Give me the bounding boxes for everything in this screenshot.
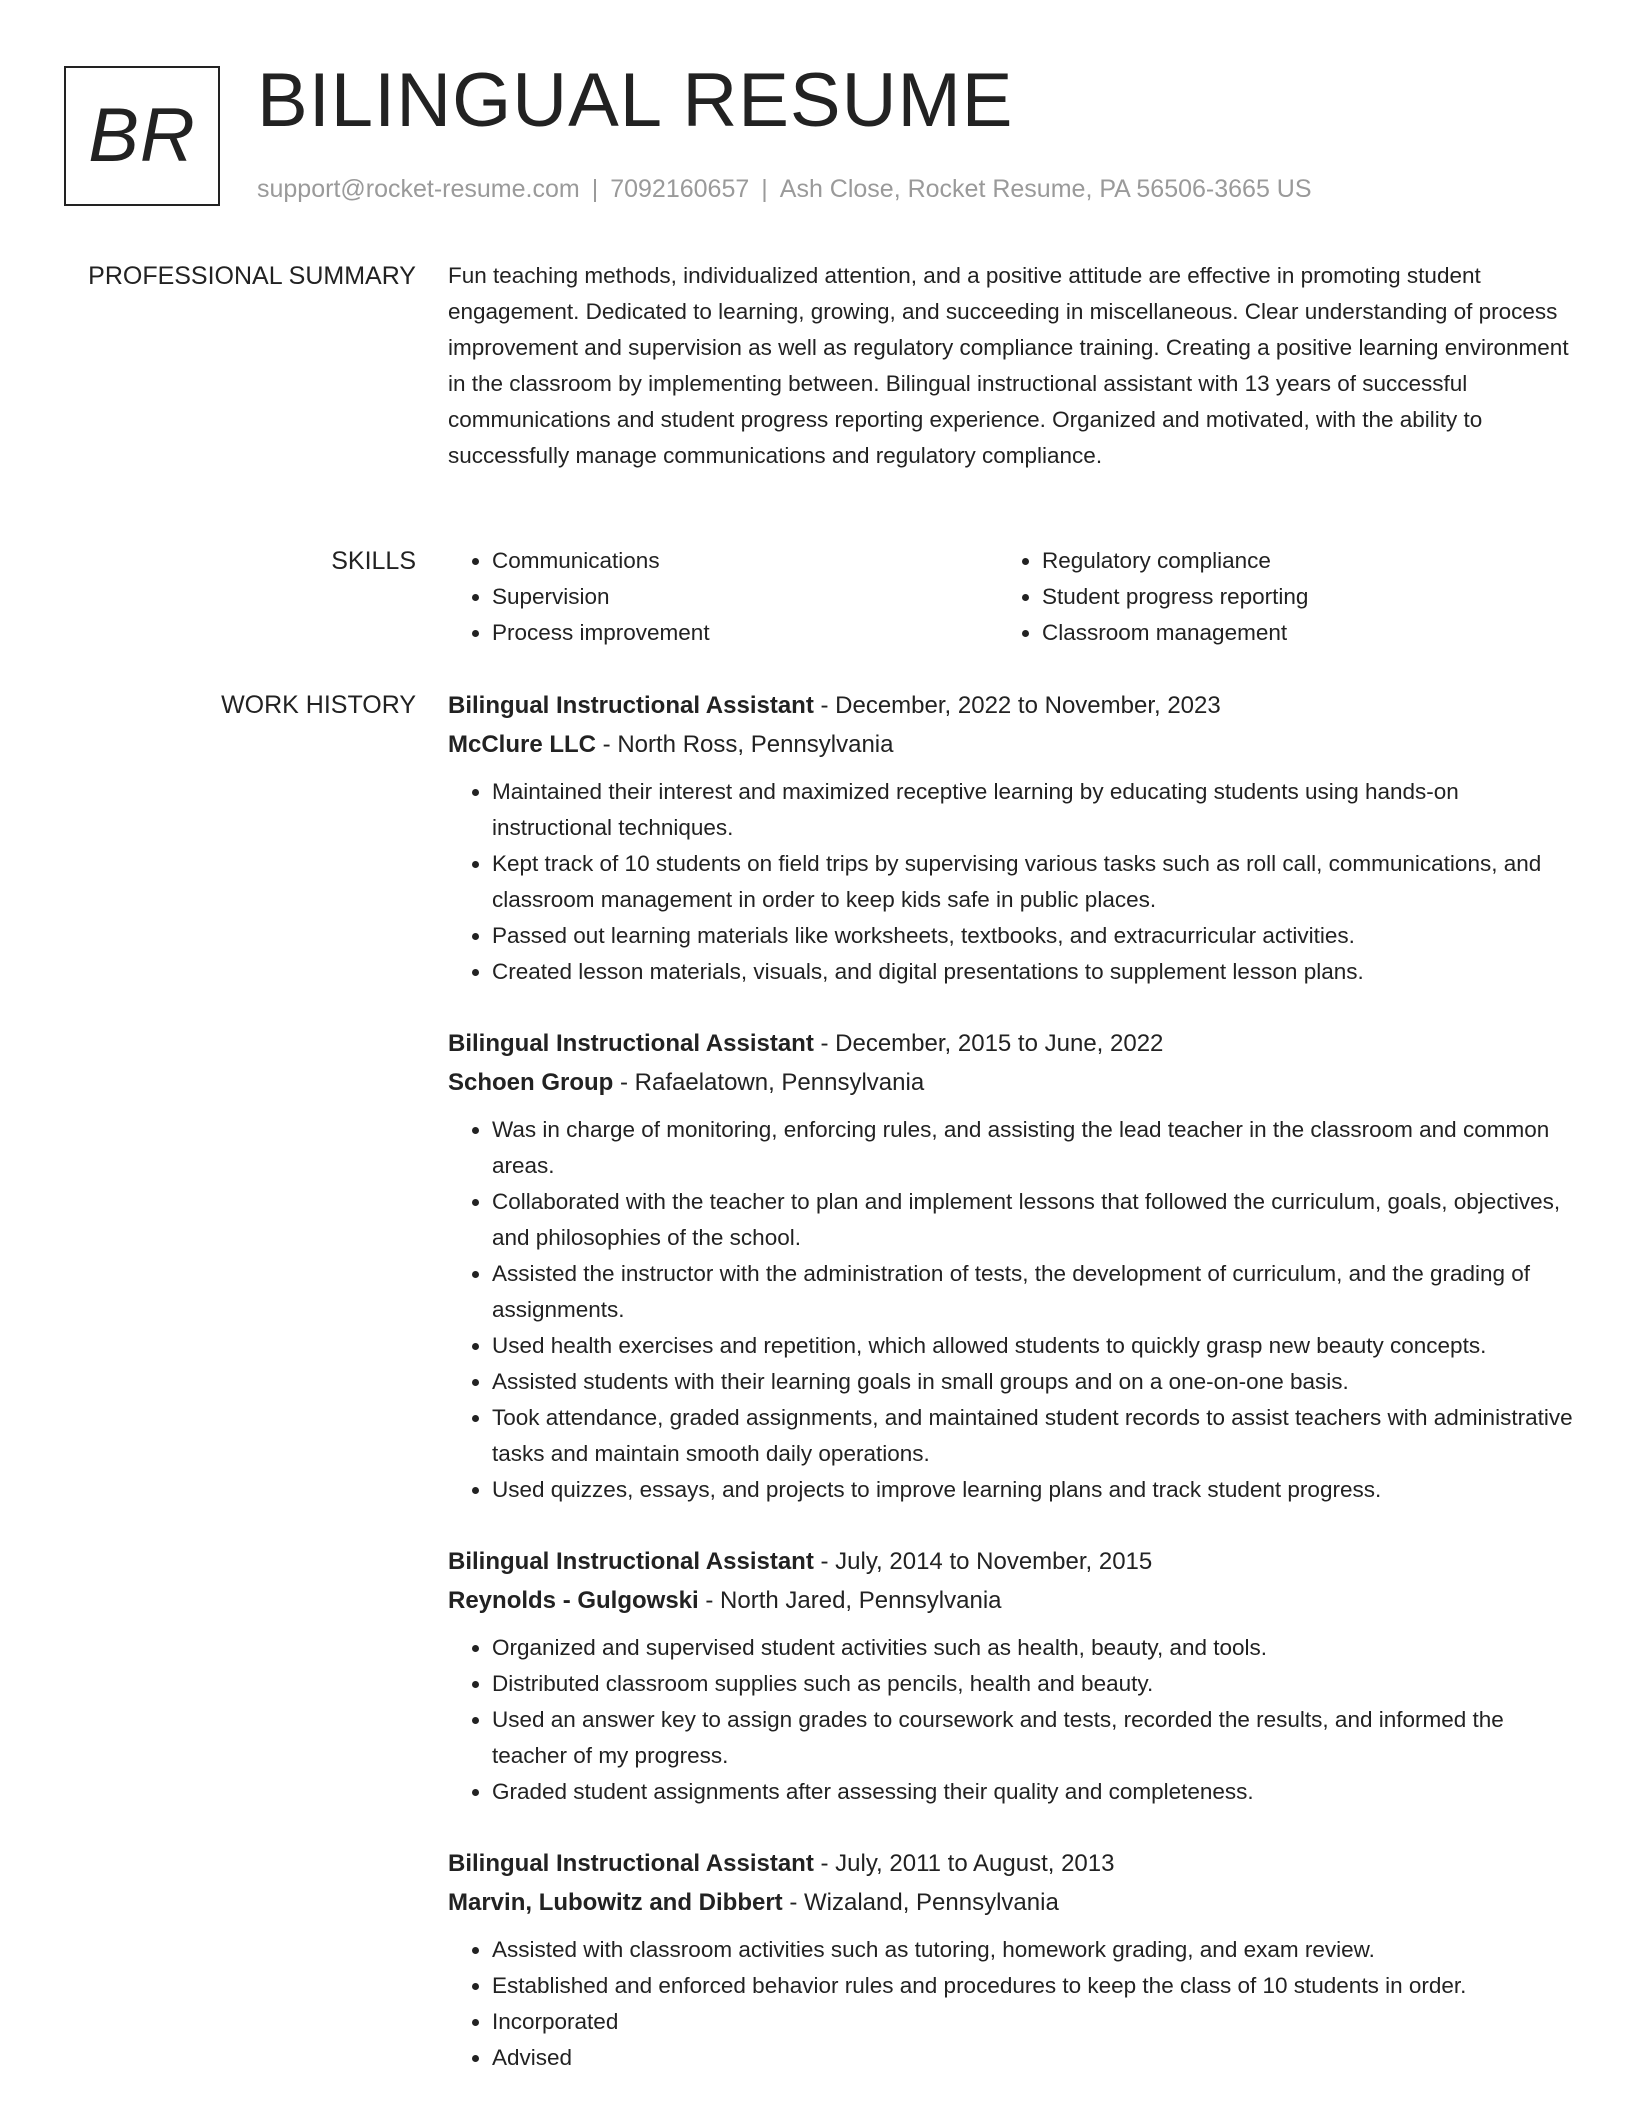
job-bullet: • Collaborated with the teacher to plan and implement lessons that followed the curriculum, goals, objectives, and philosophies of the school. [492,1184,1578,1256]
job-bullet: • Used health exercises and repetition, which allowed students to quickly grasp new beauty concepts. [492,1328,1578,1364]
contact-address: Ash Close, Rocket Resume, PA 56506-3665 US [779,175,1312,203]
job-location: - Wizaland, Pennsylvania [782,1889,1059,1916]
job-bullet: • Assisted the instructor with the administration of tests, the development of curriculum, and the grading of assignments. [492,1256,1578,1328]
job-dates: - December, 2022 to November, 2023 [813,692,1221,719]
job-title-line [448,1542,1578,1581]
job-bullet: • Took attendance, graded assignments, and maintained student records to assist teachers with administrative tasks and maintain smooth daily operations. [492,1400,1578,1472]
job-bullet: • Graded student assignments after assessing their quality and completeness. [492,1774,1578,1810]
skills-columns [448,543,1548,651]
job-location: - Rafaelatown, Pennsylvania [613,1069,925,1096]
job-company-line [448,725,1578,764]
job-title: Bilingual Instructional Assistant [448,692,814,719]
job-dates: - July, 2014 to November, 2015 [813,1548,1153,1575]
job-bullet: • Maintained their interest and maximized receptive learning by educating students using hands-on instructional techniques. [492,774,1578,846]
job-bullet: • Established and enforced behavior rules and procedures to keep the class of 10 students in order. [492,1968,1578,2004]
contact-phone: 7092160657 [610,175,750,203]
job-location: - North Ross, Pennsylvania [596,731,894,758]
section-heading-work-history: WORK HISTORY [221,691,416,719]
skill-item: • Student progress reporting [1042,579,1548,615]
skill-item: • Supervision [492,579,998,615]
job-title: Bilingual Instructional Assistant [448,1030,814,1057]
job-location: - North Jared, Pennsylvania [698,1587,1002,1614]
job-entry [448,1542,1578,1810]
job-bullet: • Passed out learning materials like worksheets, textbooks, and extracurricular activities. [492,918,1578,954]
job-company-line [448,1883,1578,1922]
job-bullets [448,1112,1578,1508]
job-company-line [448,1581,1578,1620]
skill-item: • Process improvement [492,615,998,651]
job-company: McClure LLC [448,731,597,758]
job-bullets [448,1630,1578,1810]
job-bullet: • Incorporated [492,2004,1578,2040]
contact-separator: | [761,175,768,203]
job-title: Bilingual Instructional Assistant [448,1850,814,1877]
job-bullets [448,1932,1578,2076]
work-history-body [448,686,1578,2110]
job-bullets [448,774,1578,990]
job-entry [448,1024,1578,1508]
job-bullet: • Used an answer key to assign grades to coursework and tests, recorded the results, and informed the teacher of my progress. [492,1702,1578,1774]
job-title-line [448,1844,1578,1883]
job-entry [448,686,1578,990]
job-bullet: • Organized and supervised student activities such as health, beauty, and tools. [492,1630,1578,1666]
job-bullet: • Assisted with classroom activities such as tutoring, homework grading, and exam review. [492,1932,1578,1968]
job-dates: - December, 2015 to June, 2022 [813,1030,1164,1057]
job-company: Reynolds - Gulgowski [448,1587,699,1614]
job-title-line [448,1024,1578,1063]
job-bullet: • Created lesson materials, visuals, and digital presentations to supplement lesson plans. [492,954,1578,990]
monogram-box [64,66,220,206]
job-bullet: • Distributed classroom supplies such as pencils, health and beauty. [492,1666,1578,1702]
job-bullet: • Used quizzes, essays, and projects to improve learning plans and track student progress. [492,1472,1578,1508]
job-entry [448,1844,1578,2076]
job-bullet: • Assisted students with their learning goals in small groups and on a one-on-one basis. [492,1364,1578,1400]
contact-email: support@rocket-resume.com [257,175,580,203]
skills-list-left [448,543,998,651]
summary-text: Fun teaching methods, individualized attention, and a positive attitude are effective in promoting student engagement. Dedicated to learning, growing, and succeeding in miscellaneous. Clear understanding of process improvement and supervision as well as regulatory compliance training. Creating a positive learning environment in the classroom by implementing between. Bilingual instructional assistant with 13 years of successful communications and student progress reporting experience. Organized and motivated, with the ability to successfully manage communications and regulatory compliance. [448,263,1569,468]
resume-name: BILINGUAL RESUME [257,58,1014,143]
job-title-line [448,686,1578,725]
skill-item: • Classroom management [1042,615,1548,651]
job-title: Bilingual Instructional Assistant [448,1548,814,1575]
job-company-line [448,1063,1578,1102]
contact-line [257,172,1312,206]
contact-separator: | [591,175,599,203]
skill-item: • Communications [492,543,998,579]
job-company: Schoen Group [448,1069,614,1096]
summary-body [448,258,1578,474]
job-bullet: • Kept track of 10 students on field trips by supervising various tasks such as roll call, communications, and classroom management in order to keep kids safe in public places. [492,846,1578,918]
job-company: Marvin, Lubowitz and Dibbert [448,1889,783,1916]
skill-item: • Regulatory compliance [1042,543,1548,579]
skills-body [448,543,1578,651]
job-bullet: • Was in charge of monitoring, enforcing rules, and assisting the lead teacher in the classroom and common areas. [492,1112,1578,1184]
job-bullet: • Advised [492,2040,1578,2076]
job-dates: - July, 2011 to August, 2013 [813,1850,1115,1877]
skills-list-right [998,543,1548,651]
section-heading-skills: SKILLS [331,547,416,575]
section-heading-summary: PROFESSIONAL SUMMARY [88,262,416,290]
monogram-initials: BR [88,93,196,178]
